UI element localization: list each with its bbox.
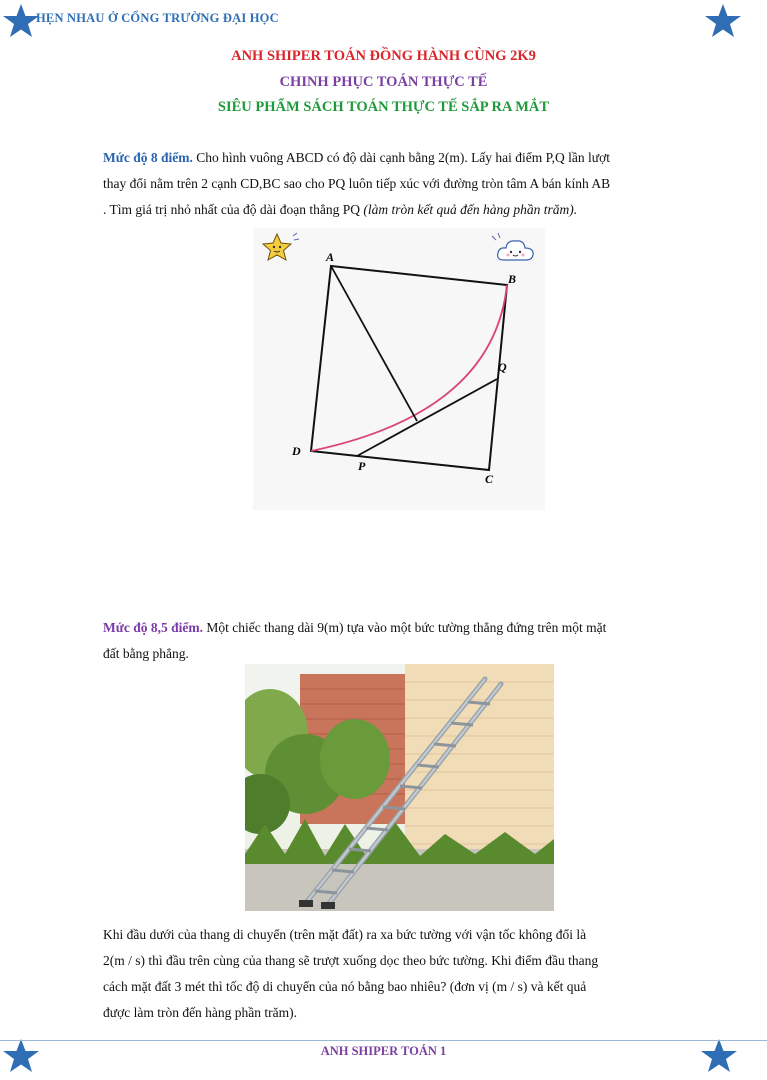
problem1-line2: thay đổi nằm trên 2 cạnh CD,BC sao cho PQ luôn tiếp xúc với đường tròn tâm A bán kính AB	[103, 176, 611, 191]
star-mascot-icon	[263, 233, 299, 260]
problem2-intro	[103, 615, 699, 667]
footer-text: ANH SHIPER TOÁN 1	[320, 1044, 447, 1058]
segment-pq	[357, 379, 497, 456]
problem2-question	[103, 922, 699, 1026]
label-d: D	[292, 444, 301, 458]
problem1-line3: . Tìm giá trị nhỏ nhất của độ dài đoạn thẳng PQ (làm tròn kết quả đến hàng phần trăm).	[103, 202, 578, 217]
top-tag: HẸN NHAU Ở CỔNG TRƯỜNG ĐẠI HỌC	[36, 11, 279, 25]
problem2-after4: được làm tròn đến hàng phần trăm).	[103, 1005, 298, 1020]
label-c: C	[485, 472, 494, 486]
label-b: B	[508, 272, 517, 286]
footer-divider	[0, 1040, 767, 1041]
problem2-level: Mức độ 8,5 điểm.	[103, 620, 203, 635]
problem2-after3: cách mặt đất 3 mét thì tốc độ di chuyển của nó bằng bao nhiêu? (đơn vị (m / s) và kết quả	[103, 979, 587, 994]
geometry-figure	[253, 228, 545, 510]
header-line-2: CHINH PHỤC TOÁN THỰC TẾ	[279, 74, 488, 90]
circle-arc	[311, 285, 507, 451]
label-p: P	[358, 459, 366, 473]
cloud-mascot-icon	[492, 233, 533, 260]
label-a: A	[326, 250, 335, 264]
problem1-line1: Mức độ 8 điểm. Cho hình vuông ABCD có độ dài cạnh bằng 2(m). Lấy hai điểm P,Q lần lượt	[103, 150, 610, 165]
problem2-line1: Mức độ 8,5 điểm. Một chiếc thang dài 9(m) tựa vào một bức tường thẳng đứng trên một mặt	[103, 620, 607, 635]
ladder-illustration	[245, 664, 554, 911]
header-line-3: SIÊU PHẨM SÁCH TOÁN THỰC TẾ SẮP RA MẮT	[217, 99, 550, 115]
problem1-level: Mức độ 8 điểm.	[103, 150, 193, 165]
problem2-line2: đất bằng phẳng.	[103, 646, 189, 661]
square-abcd	[311, 266, 507, 470]
star-icon	[2, 3, 40, 39]
problem1-text	[103, 145, 699, 223]
label-q: Q	[498, 360, 507, 374]
problem2-after2: 2(m / s) thì đầu trên cùng của thang sẽ trượt xuống dọc theo bức tường. Khi điểm đầu thang	[103, 953, 599, 968]
header-line-1: ANH SHIPER TOÁN ĐỒNG HÀNH CÙNG 2K9	[231, 48, 536, 64]
segment-a-h	[331, 266, 417, 421]
problem2-after1: Khi đầu dưới của thang di chuyển (trên mặt đất) ra xa bức tường với vận tốc không đổi là	[103, 927, 587, 942]
star-icon	[704, 3, 742, 39]
